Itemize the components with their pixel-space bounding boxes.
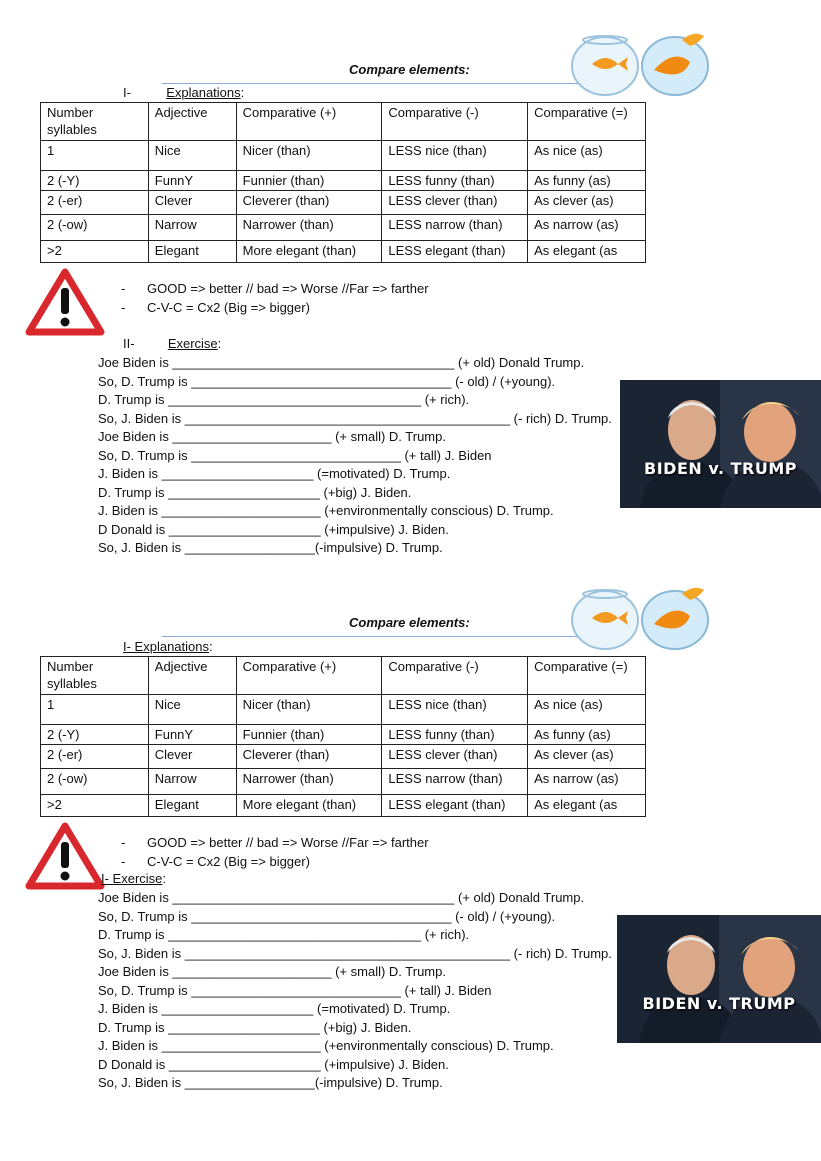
table-header: Comparative (=)	[528, 657, 646, 695]
title-rule	[162, 83, 582, 84]
list-item: Joe Biden is ______________________ (+ small) D. Trump.	[98, 964, 446, 979]
section-explanations	[123, 639, 213, 654]
bullet-dash: -	[121, 835, 126, 850]
table-cell: Funnier (than)	[236, 171, 382, 191]
list-item: So, J. Biden is __________________(-impulsive) D. Trump.	[98, 540, 443, 555]
exercise-list	[98, 354, 612, 558]
section-colon: :	[240, 85, 245, 100]
table-cell: Clever	[148, 191, 236, 215]
table-cell: 2 (-er)	[41, 745, 149, 769]
table-cell: LESS narrow (than)	[382, 215, 528, 241]
table-cell: 2 (-ow)	[41, 215, 149, 241]
table-cell: Narrower (than)	[236, 215, 382, 241]
table-cell: 2 (-Y)	[41, 171, 149, 191]
table-header: Comparative (-)	[382, 103, 528, 141]
table-cell: LESS clever (than)	[382, 191, 528, 215]
table-cell: >2	[41, 795, 149, 817]
list-item: D Donald is _____________________ (+impulsive) J. Biden.	[98, 521, 449, 537]
list-item: So, J. Biden is _____________________________________________ (- rich) D. Trump.	[98, 410, 612, 426]
table-header: Adjective	[148, 657, 236, 695]
table-cell: LESS funny (than)	[382, 171, 528, 191]
list-item: D. Trump is _____________________ (+big) J. Biden.	[98, 1019, 412, 1035]
grammar-rules	[121, 279, 429, 317]
table-row	[41, 191, 646, 215]
list-item: So, D. Trump is ____________________________________ (- old) / (+young).	[98, 908, 556, 924]
table-header	[41, 657, 149, 695]
table-row	[41, 241, 646, 263]
bullet-dash: -	[121, 854, 126, 869]
table-cell: As narrow (as)	[528, 769, 646, 795]
table-cell: LESS funny (than)	[382, 725, 528, 745]
table-cell: LESS elegant (than)	[382, 795, 528, 817]
section-colon: :	[217, 336, 222, 351]
section-exercise	[123, 336, 221, 351]
list-item: J. Biden is _____________________ (=motivated) D. Trump.	[98, 1001, 451, 1016]
table-header: Comparative (+)	[236, 103, 382, 141]
list-item: J. Biden is ______________________ (+environmentally conscious) D. Trump.	[98, 503, 554, 518]
rule-text: GOOD => better // bad => Worse //Far => farther	[147, 835, 429, 850]
table-cell: As funny (as)	[528, 171, 646, 191]
table-cell: LESS clever (than)	[382, 745, 528, 769]
table-cell: LESS elegant (than)	[382, 241, 528, 263]
table-header: Comparative (=)	[528, 103, 646, 141]
section-colon: :	[209, 639, 213, 654]
table-header-row	[41, 657, 646, 695]
table-cell: >2	[41, 241, 149, 263]
table-cell: Cleverer (than)	[236, 745, 382, 769]
table-cell: LESS narrow (than)	[382, 769, 528, 795]
photo-illustration	[617, 915, 821, 1043]
rule-text: GOOD => better // bad => Worse //Far => farther	[147, 281, 429, 296]
table-cell: 1	[41, 695, 149, 725]
table-cell: Cleverer (than)	[236, 191, 382, 215]
table-cell: Elegant	[148, 241, 236, 263]
table-cell: Nicer (than)	[236, 695, 382, 725]
table-cell: LESS nice (than)	[382, 141, 528, 171]
section-number: II-	[123, 336, 135, 351]
table-header: Adjective	[148, 103, 236, 141]
table-cell: More elegant (than)	[236, 241, 382, 263]
warning-icon	[25, 822, 105, 890]
section-explanations	[123, 85, 244, 100]
list-item: D. Trump is ___________________________________ (+ rich).	[98, 927, 470, 942]
section-label: Explanations	[166, 85, 241, 100]
rule-text: C-V-C = Cx2 (Big => bigger)	[147, 854, 310, 869]
table-header-row	[41, 103, 646, 141]
table-cell: Narrow	[148, 215, 236, 241]
exercise-list	[98, 889, 612, 1093]
biden-trump-photo	[617, 915, 821, 1043]
list-item: J. Biden is _____________________ (=motivated) D. Trump.	[98, 466, 451, 481]
table-header: Comparative (-)	[382, 657, 528, 695]
table-cell: As elegant (as	[528, 795, 646, 817]
list-item: Joe Biden is ______________________ (+ small) D. Trump.	[98, 429, 446, 444]
header-text: syllables	[47, 122, 97, 137]
list-item: So, J. Biden is __________________(-impulsive) D. Trump.	[98, 1075, 443, 1090]
header-text: Number	[47, 105, 94, 120]
table-cell: Elegant	[148, 795, 236, 817]
rule-text: C-V-C = Cx2 (Big => bigger)	[147, 300, 310, 315]
table-cell: 2 (-Y)	[41, 725, 149, 745]
list-item	[121, 852, 429, 871]
list-item	[121, 298, 429, 317]
list-item	[121, 833, 429, 852]
goldfish-bowl-icon	[570, 582, 715, 652]
table-row	[41, 745, 646, 769]
table-row	[41, 725, 646, 745]
list-item: D. Trump is ___________________________________ (+ rich).	[98, 392, 470, 407]
table-row	[41, 141, 646, 171]
table-cell: As narrow (as)	[528, 215, 646, 241]
table-row	[41, 769, 646, 795]
table-cell: Clever	[148, 745, 236, 769]
header-text: syllables	[47, 676, 97, 691]
list-item: J. Biden is ______________________ (+environmentally conscious) D. Trump.	[98, 1038, 554, 1053]
table-cell: As clever (as)	[528, 745, 646, 769]
page-title: Compare elements:	[349, 62, 470, 77]
list-item: So, D. Trump is ____________________________________ (- old) / (+young).	[98, 373, 556, 389]
table-cell: More elegant (than)	[236, 795, 382, 817]
grammar-rules	[121, 833, 429, 871]
list-item	[121, 279, 429, 298]
table-cell: Narrow	[148, 769, 236, 795]
table-cell: LESS nice (than)	[382, 695, 528, 725]
bullet-dash: -	[121, 300, 126, 315]
table-row	[41, 795, 646, 817]
table-cell: Narrower (than)	[236, 769, 382, 795]
table-row	[41, 215, 646, 241]
biden-trump-photo	[620, 380, 821, 508]
table-cell: Funnier (than)	[236, 725, 382, 745]
section-label: Exercise	[167, 336, 218, 351]
photo-illustration	[620, 380, 821, 508]
list-item: So, J. Biden is _____________________________________________ (- rich) D. Trump.	[98, 945, 612, 961]
section-number: I-	[123, 85, 131, 100]
list-item: D. Trump is _____________________ (+big) J. Biden.	[98, 484, 412, 500]
bullet-dash: -	[121, 281, 126, 296]
list-item: Joe Biden is _______________________________________ (+ old) Donald Trump.	[98, 355, 585, 370]
table-cell: As funny (as)	[528, 725, 646, 745]
table-cell: As clever (as)	[528, 191, 646, 215]
comparison-table	[40, 102, 646, 263]
section-colon: :	[162, 871, 167, 886]
table-cell: 2 (-er)	[41, 191, 149, 215]
page-title: Compare elements:	[349, 615, 470, 630]
list-item: D Donald is _____________________ (+impulsive) J. Biden.	[98, 1056, 449, 1072]
table-cell: Nice	[148, 141, 236, 171]
goldfish-bowl-icon	[570, 28, 715, 98]
table-cell: FunnY	[148, 171, 236, 191]
comparison-table	[40, 656, 646, 817]
table-header: Comparative (+)	[236, 657, 382, 695]
table-cell: As nice (as)	[528, 695, 646, 725]
table-cell: 2 (-ow)	[41, 769, 149, 795]
title-rule	[162, 636, 582, 637]
warning-icon	[25, 268, 105, 336]
table-cell: Nicer (than)	[236, 141, 382, 171]
table-header	[41, 103, 149, 141]
table-cell: FunnY	[148, 725, 236, 745]
photo-caption: BIDEN v. TRUMP	[644, 459, 797, 478]
header-text: Number	[47, 659, 94, 674]
table-cell: As nice (as)	[528, 141, 646, 171]
list-item: Joe Biden is _______________________________________ (+ old) Donald Trump.	[98, 890, 585, 905]
table-cell: Nice	[148, 695, 236, 725]
photo-caption: BIDEN v. TRUMP	[642, 994, 796, 1013]
table-cell: As elegant (as	[528, 241, 646, 263]
table-cell: 1	[41, 141, 149, 171]
section-label: I- Explanations	[123, 639, 209, 654]
list-item: So, D. Trump is _____________________________ (+ tall) J. Biden	[98, 982, 492, 998]
section-label: I- Exercise	[101, 871, 163, 886]
section-exercise	[101, 871, 166, 886]
table-row	[41, 695, 646, 725]
list-item: So, D. Trump is _____________________________ (+ tall) J. Biden	[98, 447, 492, 463]
table-row	[41, 171, 646, 191]
